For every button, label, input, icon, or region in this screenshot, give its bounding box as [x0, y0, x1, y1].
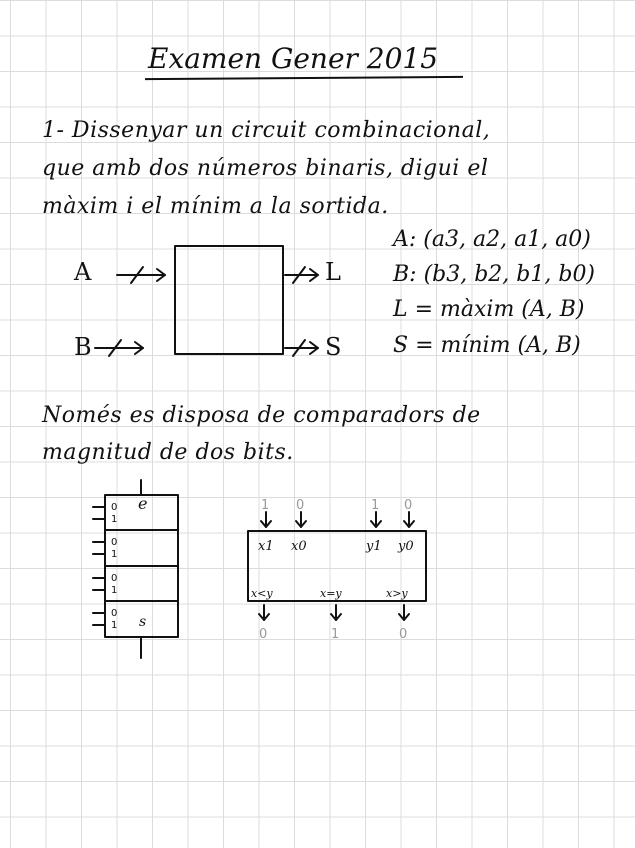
cascade-bit-5: 0	[111, 573, 118, 584]
input-value-y1: 1	[371, 498, 380, 513]
output-value-lt: 0	[259, 627, 268, 642]
cascade-bit-7: 0	[111, 608, 118, 619]
input-b-label: B	[74, 333, 92, 361]
problem-line-2: que amb dos números binaris, digui el	[42, 156, 489, 181]
definition-b: B: (b3, b2, b1, b0)	[393, 262, 596, 287]
comparator-block	[248, 512, 426, 620]
cascade-top-label: e	[138, 494, 148, 513]
problem-line-1: 1- Dissenyar un circuit combinacional,	[42, 118, 491, 143]
input-value-x1: 1	[261, 498, 270, 513]
cascade-bottom-label: s	[139, 614, 147, 630]
definition-a: A: (a3, a2, a1, a0)	[393, 227, 591, 252]
cascade-bit-2: 1	[111, 514, 118, 525]
output-label-gt: x>y	[386, 587, 408, 600]
definition-l: L = màxim (A, B)	[393, 297, 585, 322]
bus-b-arrow	[95, 340, 143, 356]
output-label-eq: x=y	[320, 587, 342, 600]
cascade-bit-1: 0	[111, 502, 118, 513]
input-label-x0: x0	[291, 539, 307, 554]
problem-line-3: màxim i el mínim a la sortida.	[42, 194, 389, 219]
output-s-label: S	[325, 333, 342, 361]
input-label-y0: y0	[398, 539, 414, 554]
input-value-y0: 0	[404, 498, 413, 513]
output-label-lt: x<y	[251, 587, 273, 600]
page-title: Examen Gener 2015	[148, 42, 439, 75]
input-value-x0: 0	[296, 498, 305, 513]
combinational-block	[175, 246, 283, 354]
cascade-bit-3: 0	[111, 537, 118, 548]
output-value-eq: 1	[331, 627, 340, 642]
cascade-bit-8: 1	[111, 620, 118, 631]
cascade-bit-6: 1	[111, 585, 118, 596]
note-line-1: Només es disposa de comparadors de	[42, 403, 481, 428]
input-a-label: A	[74, 258, 92, 286]
output-l-label: L	[325, 258, 341, 286]
note-line-2: magnitud de dos bits.	[42, 440, 294, 465]
bus-l-arrow	[285, 267, 318, 283]
input-label-y1: y1	[366, 539, 382, 554]
output-value-gt: 0	[399, 627, 408, 642]
bus-a-arrow	[117, 267, 165, 283]
bus-s-arrow	[285, 340, 318, 356]
cascade-bit-4: 1	[111, 549, 118, 560]
comparator-cascade	[93, 480, 178, 658]
definition-s: S = mínim (A, B)	[393, 333, 581, 358]
input-label-x1: x1	[258, 539, 274, 554]
